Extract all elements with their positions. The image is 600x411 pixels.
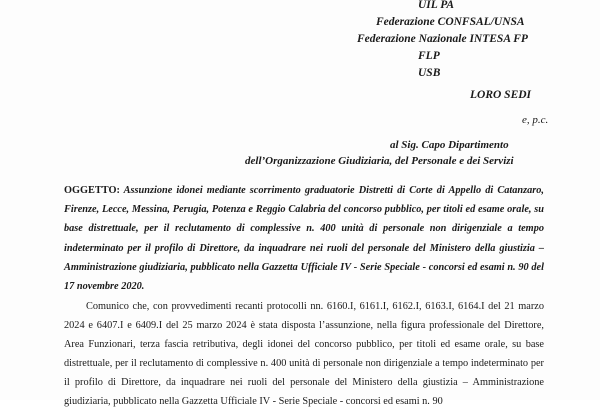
recipient-line: FLP xyxy=(418,50,440,62)
recipient-line: Federazione Nazionale INTESA FP xyxy=(357,33,528,45)
addressee-line-1: al Sig. Capo Dipartimento xyxy=(390,139,509,151)
subject-text: Assunzione idonei mediante scorrimento graduatorie Distretti di Corte di Appello di Catanzaro, Firenze, Lecce, Messina, Perugia, Potenza e Reggio Calabria del concorso pubblico, per titoli ed esame orale, su base distrettuale, per il reclutamento di complessive n. 400 unità di personale non dirigenziale a tempo indeterminato per il profilo di Direttore, da inquadrare nei ruoli del personale del Ministero della giustizia – Amministrazione giudiziaria, pubblicato nella Gazzetta Ufficiale IV - Serie Speciale - concorsi ed esami n. 90 del 17 novembre 2020. xyxy=(64,185,544,293)
recipient-line: USB xyxy=(418,67,441,79)
recipients-block xyxy=(300,0,560,82)
epc-label: e, p.c. xyxy=(522,114,549,126)
subject-block xyxy=(64,181,544,296)
addressee-line-2: dell’Organizzazione Giudiziaria, del Personale e dei Servizi xyxy=(245,155,514,167)
subject-label: OGGETTO: xyxy=(64,185,120,196)
recipient-line: UIL PA xyxy=(418,0,455,11)
body-paragraph: Comunico che, con provvedimenti recanti protocolli nn. 6160.I, 6161.I, 6162.I, 6163.I, 6164.I del 21 marzo 2024 e 6407.I e 6409.I del 25 marzo 2024 è stata disposta l’assunzione, nella figura professionale del Direttore, Area Funzionari, terza fascia retributiva, degli idonei del concorso pubblico, per titoli ed esame orale, su base distrettuale, per il reclutamento di complessive n. 400 unità di personale non dirigenziale a tempo indeterminato per il profilo di Direttore, da inquadrare nei ruoli del personale del Ministero della giustizia – Amministrazione giudiziaria, pubblicato nella Gazzetta Ufficiale IV - Serie Speciale - concorsi ed esami n. 90 xyxy=(64,301,544,407)
loro-sedi: LORO SEDI xyxy=(470,89,532,101)
recipient-line: Federazione CONFSAL/UNSA xyxy=(376,16,525,28)
